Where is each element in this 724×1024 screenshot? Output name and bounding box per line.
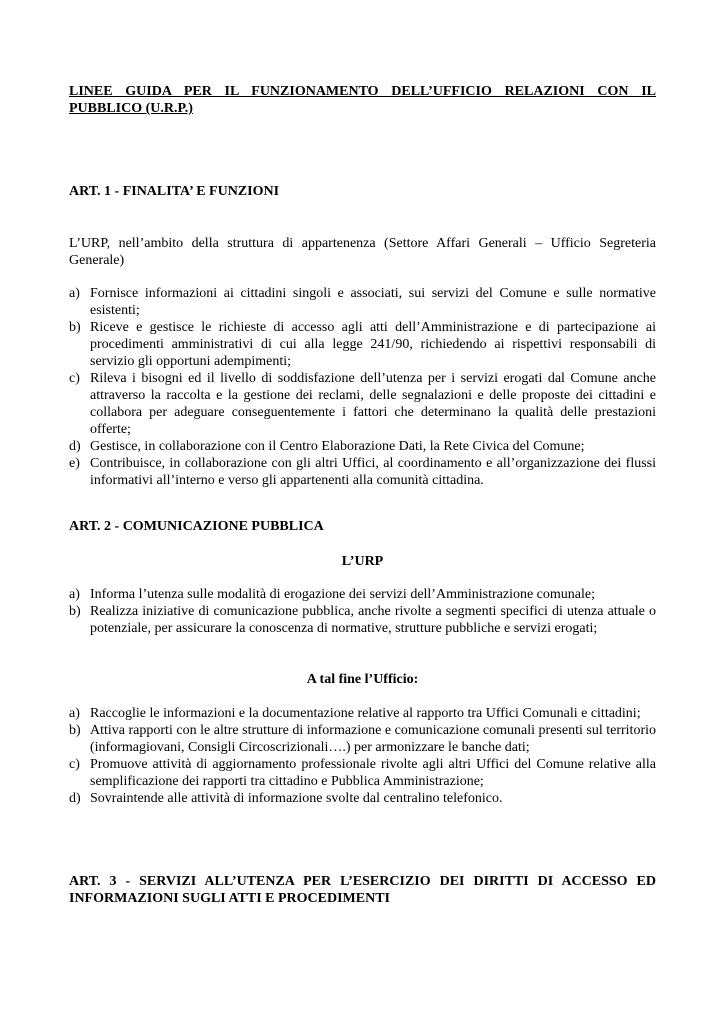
- list-item-text: Gestisce, in collaborazione con il Centro Elaborazione Dati, la Rete Civica del Comune;: [90, 439, 585, 454]
- art2-subheading-2: A tal fine l’Ufficio:: [306, 672, 419, 687]
- list-item: [69, 319, 656, 370]
- list-marker: e): [69, 456, 80, 471]
- list-item: [69, 756, 656, 790]
- art2-heading: ART. 2 - COMUNICAZIONE PUBBLICA: [69, 519, 324, 534]
- list-marker: a): [69, 706, 80, 721]
- list-item-text: Contribuisce, in collaborazione con gli altri Uffici, al coordinamento e all’organizzazione dei flussi informativi all’interno e verso gli appartenenti alla comunità cittadina.: [90, 456, 656, 488]
- list-marker: d): [69, 791, 81, 806]
- list-item-text: Rileva i bisogni ed il livello di soddisfazione dell’utenza per i servizi erogati dal Comune anche attraverso la raccolta e la gestione dei reclami, delle segnalazioni e delle proposte dei cittadini e collabora per adeguare conseguentemente i fattori che determinano la qualità delle prestazioni offerte;: [90, 371, 656, 437]
- list-marker: c): [69, 371, 80, 386]
- art1-heading: ART. 1 - FINALITA’ E FUNZIONI: [69, 184, 280, 199]
- art3-heading: ART. 3 - SERVIZI ALL’UTENZA PER L’ESERCIZIO DEI DIRITTI DI ACCESSO ED INFORMAZIONI SUGLI ATTI E PROCEDIMENTI: [69, 874, 656, 906]
- list-item-text: Fornisce informazioni ai cittadini singoli e associati, sui servizi del Comune e sulle normative esistenti;: [90, 286, 656, 318]
- list-item: [69, 586, 656, 603]
- list-item: [69, 370, 656, 438]
- art1-list: [69, 285, 656, 489]
- list-item-text: Promuove attività di aggiornamento professionale rivolte agli altri Uffici del Comune relative alla semplificazione dei rapporti tra cittadino e Pubblica Amministrazione;: [90, 757, 656, 789]
- list-marker: d): [69, 439, 81, 454]
- list-item: [69, 603, 656, 637]
- document-title: LINEE GUIDA PER IL FUNZIONAMENTO DELL’UFFICIO RELAZIONI CON IL PUBBLICO (U.R.P.): [69, 84, 656, 116]
- list-marker: c): [69, 757, 80, 772]
- art2-list-2: [69, 705, 656, 807]
- list-item-text: Sovraintende alle attività di informazione svolte dal centralino telefonico.: [90, 791, 503, 806]
- list-marker: b): [69, 604, 81, 619]
- list-item-text: Realizza iniziative di comunicazione pubblica, anche rivolte a segmenti specifici di utenza attuale o potenziale, per assicurare la conoscenza di normative, strutture pubbliche e servizi erogati;: [90, 604, 656, 636]
- list-item: [69, 438, 656, 455]
- list-marker: a): [69, 286, 80, 301]
- list-item-text: Riceve e gestisce le richieste di accesso agli atti dell’Amministrazione e di partecipazione ai procedimenti amministrativi di cui alla legge 241/90, richiedendo ai rispettivi responsabili di servizio gli opportuni adempimenti;: [90, 320, 656, 369]
- list-marker: b): [69, 320, 81, 335]
- list-item: [69, 790, 656, 807]
- list-item-text: Raccoglie le informazioni e la documentazione relative al rapporto tra Uffici Comunali e cittadini;: [90, 706, 641, 721]
- list-item: [69, 455, 656, 489]
- list-item: [69, 705, 656, 722]
- list-item: [69, 722, 656, 756]
- list-marker: a): [69, 587, 80, 602]
- list-item: [69, 285, 656, 319]
- art2-list: [69, 586, 656, 637]
- list-item-text: Attiva rapporti con le altre strutture di informazione e comunicazione comunali presenti sul territorio (informagiovani, Consigli Circoscrizionali….) per armonizzare le banche dati;: [90, 723, 656, 755]
- art2-subheading: L’URP: [341, 554, 384, 569]
- art1-intro: L’URP, nell’ambito della struttura di appartenenza (Settore Affari Generali – Ufficio Segreteria Generale): [69, 236, 656, 268]
- list-marker: b): [69, 723, 81, 738]
- list-item-text: Informa l’utenza sulle modalità di erogazione dei servizi dell’Amministrazione comunale;: [90, 587, 595, 602]
